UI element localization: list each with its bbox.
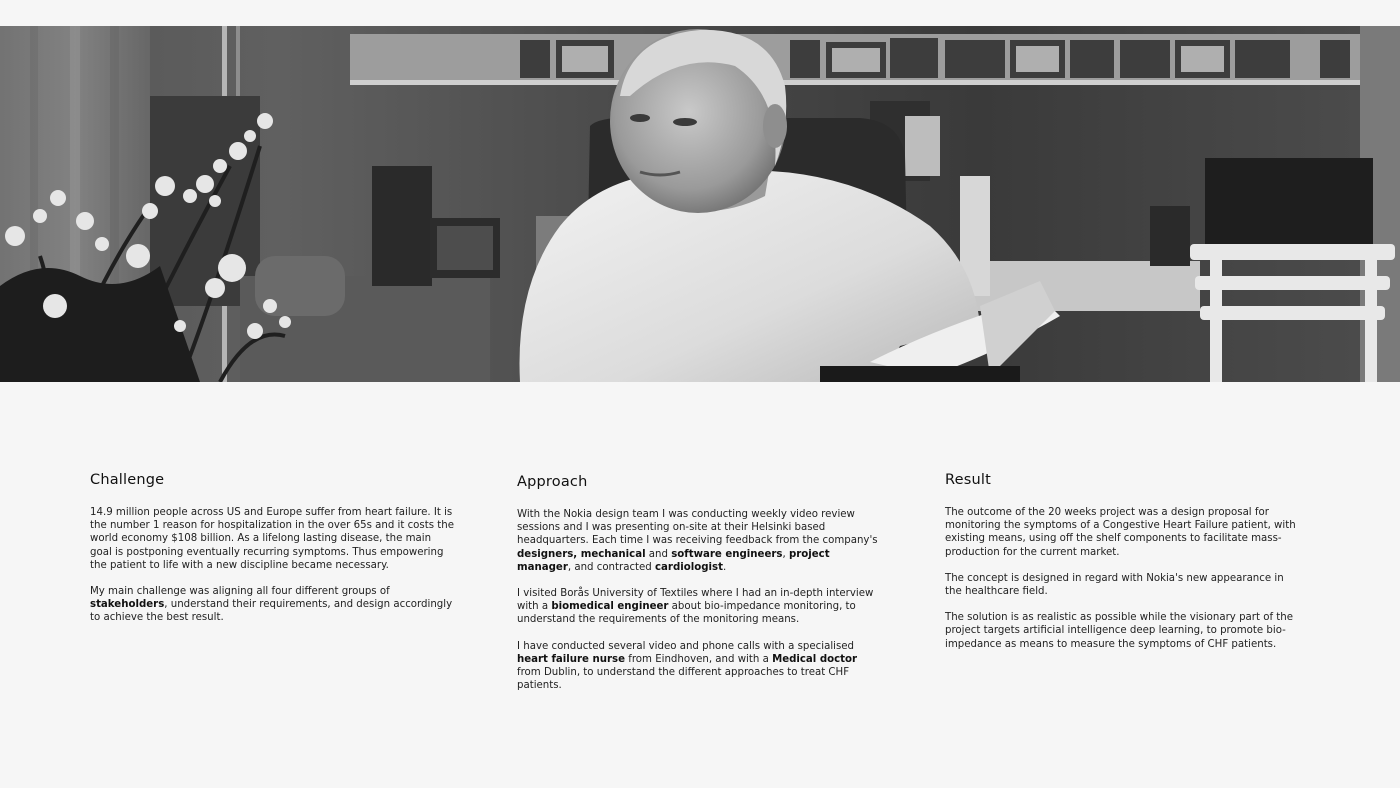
challenge-paragraph-2: My main challenge was aligning all four different groups of stakeholders, understand their requirements, and design accordingly to achieve the best result.: [90, 586, 453, 624]
result-paragraph-2: The concept is designed in regard with Nokia's new appearance in the healthcare field.: [945, 572, 1284, 598]
approach-paragraph-2: I visited Borås University of Textiles where I had an in-depth interview with a biomedical engineer about bio-impedance monitoring, to understand the requirements of the monitoring means.: [517, 588, 874, 626]
approach-paragraph-3: I have conducted several video and phone calls with a specialised heart failure nurse from Eindhoven, and with a Medical doctor from Dublin, to understand the different approaches to treat CHF patients.: [517, 640, 858, 692]
biomedical-engineer-highlight: biomedical engineer: [551, 601, 669, 613]
hero-photo: [0, 26, 1400, 382]
approach-paragraph-1: With the Nokia design team I was conducting weekly video review sessions and I was presenting on-site at their Helsinki based headquarters. Each time I was receiving feedback from the company's designers, mechanical and software engineers, project manager, and contracted cardiologist.: [517, 509, 878, 573]
medical-doctor-highlight: Medical doctor: [772, 653, 858, 665]
software-engineers-highlight: software engineers: [671, 548, 783, 560]
result-section: [945, 472, 1301, 664]
cardiologist-highlight: cardiologist: [655, 561, 723, 573]
result-paragraph-1: The outcome of the 20 weeks project was a design proposal for monitoring the symptoms of a Congestive Heart Failure patient, with existing means, using off the shelf components to facilitate mass-production for the current market.: [945, 507, 1296, 558]
approach-heading: Approach: [517, 474, 588, 490]
result-paragraph-3: The solution is as realistic as possible while the visionary part of the project targets artificial intelligence deep learning, to promote bio-impedance as means to measure the symptoms of CHF patients.: [945, 612, 1293, 650]
challenge-heading: Challenge: [90, 472, 165, 488]
challenge-paragraph-1: 14.9 million people across US and Europe suffer from heart failure. It is the number 1 reason for hospitalization in the over 65s and it costs the world economy $108 billion. As a lifelong lasting disease, the main goal is postponing eventually recurring symptoms. Thus empowering the patient to life with a new discipline became necessary.: [90, 507, 454, 571]
challenge-section: [90, 472, 456, 638]
project-manager-highlight: project manager: [517, 548, 830, 573]
approach-section: [517, 474, 883, 705]
result-heading: Result: [945, 472, 992, 488]
stakeholders-highlight: stakeholders: [90, 599, 165, 611]
hero-photo-illustration: [0, 26, 1400, 382]
designers-highlight: designers, mechanical: [517, 548, 646, 560]
heart-failure-nurse-highlight: heart failure nurse: [517, 653, 626, 665]
